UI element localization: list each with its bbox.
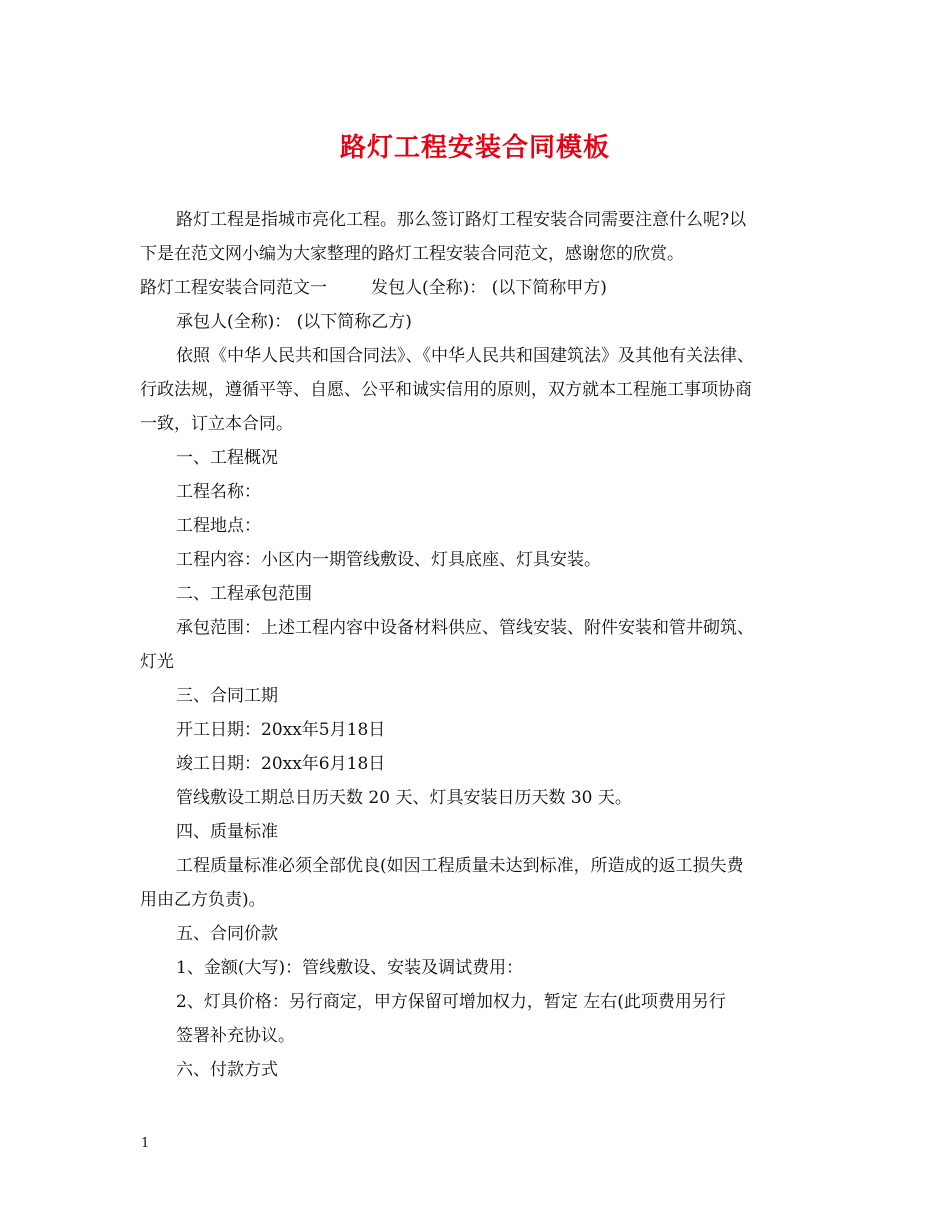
price-item-1: 1、金额(大写)：管线敷设、安装及调试费用： — [176, 958, 524, 978]
employer-line: 发包人(全称)： (以下简称甲方) — [371, 278, 607, 298]
section-5-heading: 五、合同价款 — [176, 924, 278, 944]
intro-line-2: 下是在范文网小编为大家整理的路灯工程安装合同范文，感谢您的欣赏。 — [140, 244, 684, 264]
scope-line-1: 承包范围：上述工程内容中设备材料供应、管线安装、附件安装和管井砌筑、 — [176, 618, 754, 638]
finish-date: 竣工日期：20xx年6月18日 — [176, 754, 386, 774]
basis-line-3: 一致，订立本合同。 — [140, 414, 293, 434]
sample-heading: 路灯工程安装合同范文一 — [140, 278, 327, 298]
project-name: 工程名称： — [176, 482, 261, 502]
section-6-heading: 六、付款方式 — [176, 1060, 278, 1080]
price-item-2-line-2: 签署补充协议。 — [176, 1026, 295, 1046]
intro-line-1: 路灯工程是指城市亮化工程。那么签订路灯工程安装合同需要注意什么呢?以 — [176, 210, 747, 230]
scope-line-2: 灯光 — [140, 652, 174, 672]
duration: 管线敷设工期总日历天数 20 天、灯具安装日历天数 30 天。 — [176, 788, 632, 808]
document-body — [140, 203, 830, 1087]
project-content: 工程内容：小区内一期管线敷设、灯具底座、灯具安装。 — [176, 550, 601, 570]
contractor-line: 承包人(全称)： (以下简称乙方) — [176, 312, 412, 332]
sample-heading-line — [140, 271, 830, 305]
section-1-heading: 一、工程概况 — [176, 448, 278, 468]
document-title: 路灯工程安装合同模板 — [339, 133, 610, 163]
section-2-heading: 二、工程承包范围 — [176, 584, 312, 604]
price-item-2-line-1: 2、灯具价格：另行商定，甲方保留可增加权力，暂定 左右(此项费用另行 — [176, 992, 726, 1012]
basis-line-1: 依照《中华人民共和国合同法》、《中华人民共和国建筑法》及其他有关法律、 — [176, 346, 754, 366]
section-3-heading: 三、合同工期 — [176, 686, 278, 706]
quality-line-2: 用由乙方负责)。 — [140, 890, 266, 910]
page-number: 1 — [141, 1136, 150, 1151]
project-location: 工程地点： — [176, 516, 261, 536]
section-4-heading: 四、质量标准 — [176, 822, 278, 842]
start-date: 开工日期：20xx年5月18日 — [176, 720, 386, 740]
quality-line-1: 工程质量标准必须全部优良(如因工程质量未达到标准，所造成的返工损失费 — [176, 856, 744, 876]
basis-line-2: 行政法规，遵循平等、自愿、公平和诚实信用的原则，双方就本工程施工事项协商 — [140, 380, 752, 400]
